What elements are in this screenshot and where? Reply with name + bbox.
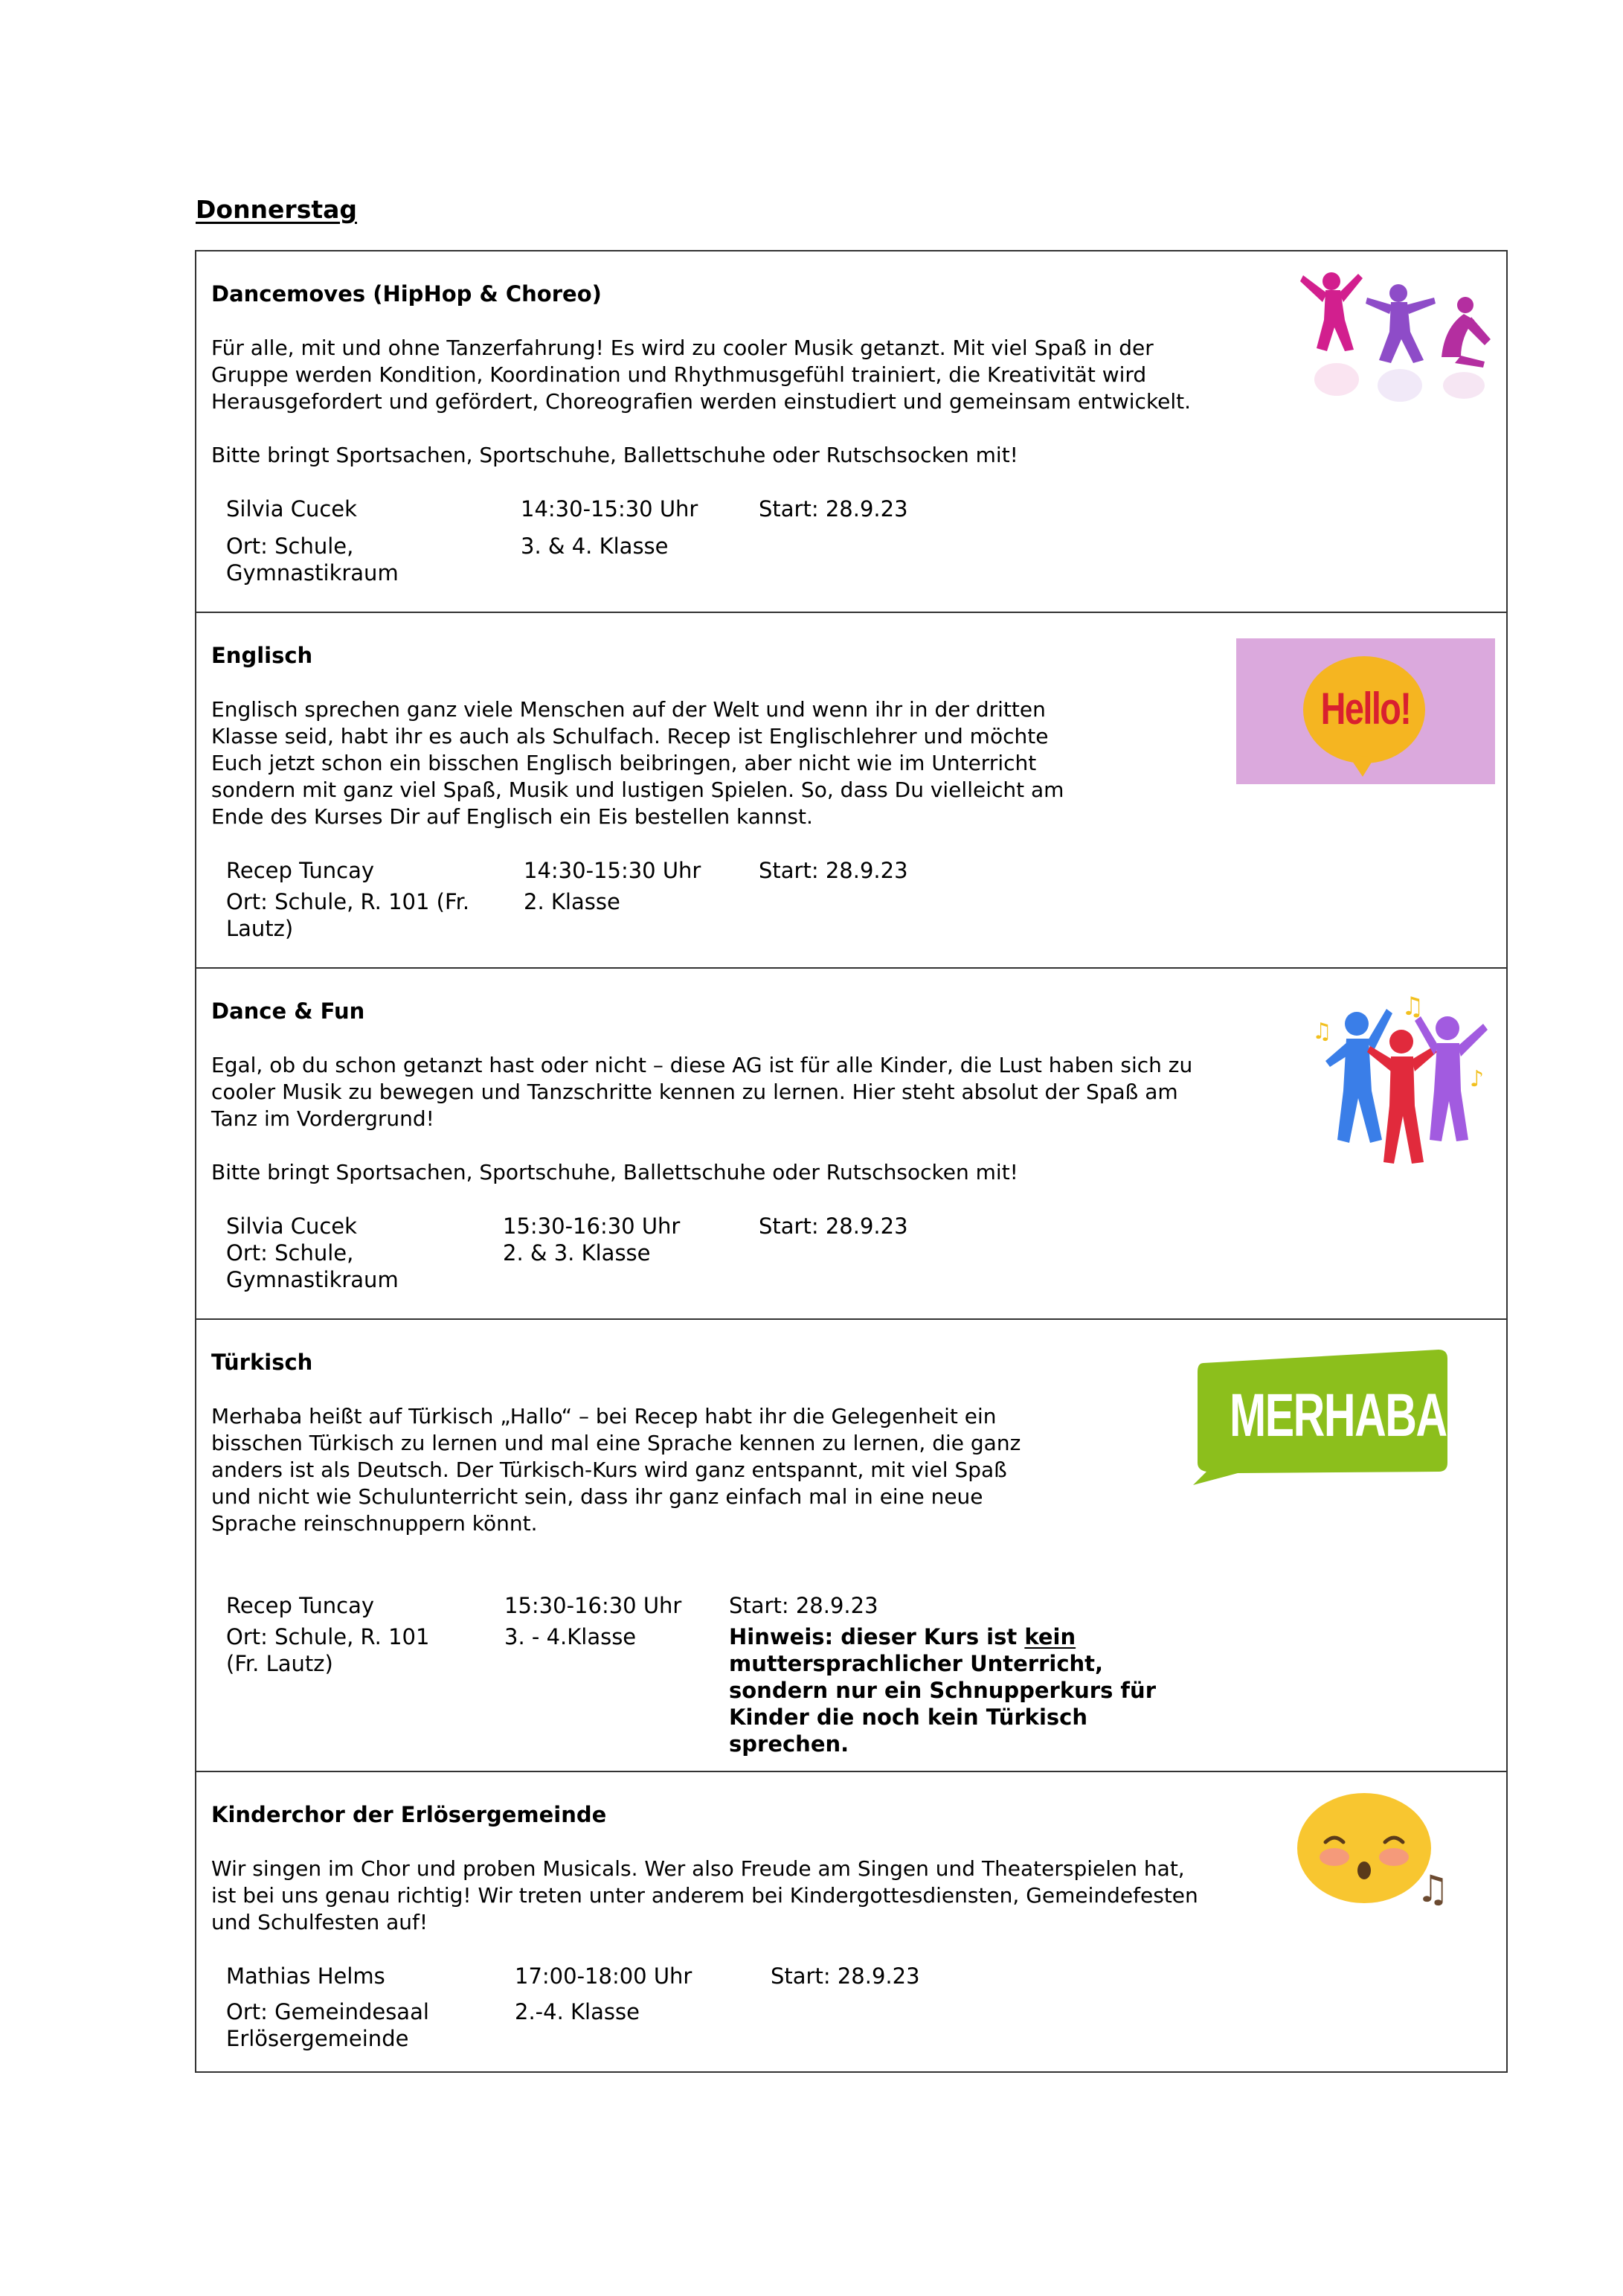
course-teacher: Silvia Cucek [226, 1213, 357, 1239]
course-place: Ort: Schule, R. 101 (Fr. Lautz) [226, 889, 470, 941]
svg-text:♫: ♫ [1312, 1019, 1332, 1045]
course-time: 15:30-16:30 Uhr [504, 1593, 682, 1618]
course-teacher: Recep Tuncay [226, 1593, 375, 1618]
course-title: Englisch [211, 643, 313, 668]
course-start: Start: 28.9.23 [759, 1213, 908, 1239]
course-dancemoves [196, 251, 1506, 613]
course-title: Dancemoves (HipHop & Choreo) [211, 281, 602, 307]
course-grade: 2.-4. Klasse [515, 1999, 640, 2024]
course-place: Ort: Schule, Gymnastikraum [226, 1240, 399, 1292]
course-dance-fun [196, 969, 1506, 1320]
svg-text:♪: ♪ [1470, 1066, 1485, 1092]
course-table [195, 250, 1508, 2073]
course-description: Englisch sprechen ganz viele Menschen auf der Welt und wenn ihr in der dritten Klasse seid, habt ihr es auch als Schulfach. Recep ist Englischlehrer und möchte Euch jetzt schon ein bisschen Englisch beibringen, aber nicht wie im Unterricht sondern mit ganz viel Spaß, Musik und lustigen Spielen. So, dass Du vielleicht am Ende des Kurses Dir auf Englisch ein Eis bestellen kannst. [211, 697, 1064, 829]
course-time: 14:30-15:30 Uhr [524, 858, 701, 883]
course-teacher: Mathias Helms [226, 1963, 385, 1989]
course-kinderchor [196, 1772, 1506, 2074]
course-place: Ort: Gemeindesaal Erlösergemeinde [226, 1999, 429, 2051]
course-teacher: Recep Tuncay [226, 858, 375, 883]
course-title: Türkisch [211, 1350, 313, 1375]
svg-text:♫: ♫ [1416, 1867, 1450, 1909]
course-start: Start: 28.9.23 [759, 496, 908, 522]
course-teacher: Silvia Cucek [226, 496, 357, 522]
course-time: 17:00-18:00 Uhr [515, 1963, 692, 1989]
course-title: Kinderchor der Erlösergemeinde [211, 1802, 607, 1827]
course-place: Ort: Schule, R. 101 (Fr. Lautz) [226, 1624, 430, 1676]
course-time: 15:30-16:30 Uhr [503, 1213, 681, 1239]
course-description: Egal, ob du schon getanzt hast oder nicht – diese AG ist für alle Kinder, die Lust haben sich zu cooler Musik zu bewegen und Tanzschritte kennen zu lernen. Hier steht absolut der Spaß am Tanz im Vordergrund! [211, 1053, 1193, 1131]
course-grade: 3. & 4. Klasse [521, 533, 669, 559]
hello-image [1236, 638, 1495, 784]
course-note: Bitte bringt Sportsachen, Sportschuhe, Ballettschuhe oder Rutschsocken mit! [211, 443, 1018, 467]
course-description: Wir singen im Chor und proben Musicals. Wer also Freude am Singen und Theaterspielen hat, ist bei uns genau richtig! Wir treten unter anderem bei Kindergottesdiensten, Gemeindefesten und Schulfesten auf! [211, 1856, 1198, 1934]
course-grade: 2. Klasse [524, 889, 620, 914]
page-title: Donnerstag [196, 195, 358, 224]
course-grade: 2. & 3. Klasse [503, 1240, 651, 1266]
course-time: 14:30-15:30 Uhr [521, 496, 698, 522]
course-place: Ort: Schule, Gymnastikraum [226, 533, 399, 586]
dancers-silhouette-image [1296, 268, 1497, 417]
singing-emoji-image [1297, 1790, 1468, 1909]
course-description: Für alle, mit und ohne Tanzerfahrung! Es wird zu cooler Musik getanzt. Mit viel Spaß in der Gruppe werden Kondition, Koordination und Rhythmusgefühl trainiert, die Kreativität wird Herausgefordert und gefördert, Choreografien werden einstudiert und gemeinsam entwickelt. [211, 336, 1192, 414]
course-tuerkisch [196, 1320, 1506, 1772]
course-start: Start: 28.9.23 [771, 1963, 920, 1989]
course-englisch [196, 613, 1506, 969]
course-start: Start: 28.9.23 [759, 858, 908, 883]
course-description: Merhaba heißt auf Türkisch „Hallo“ – bei Recep habt ihr die Gelegenheit ein bisschen Türkisch zu lernen und mal eine Sprache kennen zu lernen, die ganz anders ist als Deutsch. Der Türkisch-Kurs wird ganz entspannt, mit viel Spaß und nicht wie Schulunterricht sein, dass ihr ganz einfach mal in eine neue Sprache reinschnuppern könnt. [211, 1404, 1021, 1536]
merhaba-text: MERHABA! [1230, 1382, 1460, 1449]
course-hint: Hinweis: dieser Kurs ist kein muttersprachlicher Unterricht, sondern nur ein Schnupperkurs für Kinder die noch kein Türkisch sprechen. [729, 1624, 1156, 1757]
course-title: Dance & Fun [211, 998, 365, 1024]
course-note: Bitte bringt Sportsachen, Sportschuhe, Ballettschuhe oder Rutschsocken mit! [211, 1160, 1018, 1184]
svg-text:♫: ♫ [1401, 994, 1424, 1022]
dancing-figures-image [1312, 994, 1498, 1180]
course-grade: 3. - 4.Klasse [504, 1624, 637, 1649]
hello-text: Hello! [1320, 684, 1411, 734]
course-start: Start: 28.9.23 [729, 1593, 878, 1618]
